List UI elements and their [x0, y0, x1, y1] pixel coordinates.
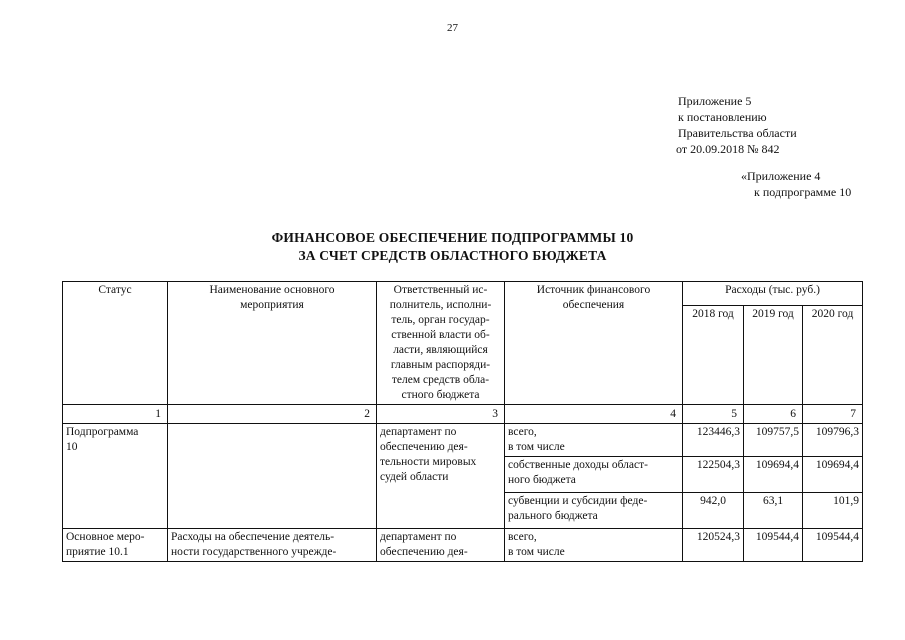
row2-name: Расходы на обеспечение деятель- ности государственного учрежде- — [168, 529, 377, 562]
row1-own-2020: 109694,4 — [803, 457, 863, 493]
header-expenses: Расходы (тыс. руб.) — [683, 282, 863, 306]
header-year-2020: 2020 год — [803, 306, 863, 405]
sub-appendix-line-2: к подпрограмме 10 — [754, 185, 852, 199]
row1-source-own: собственные доходы област- ного бюджета — [505, 457, 683, 493]
sub-appendix-line-1: «Приложение 4 — [741, 169, 821, 183]
document-title-line-1: ФИНАНСОВОЕ ОБЕСПЕЧЕНИЕ ПОДПРОГРАММЫ 10 — [271, 230, 634, 245]
index-cell-1: 1 — [63, 405, 168, 424]
document-title — [0, 229, 905, 265]
appendix-block — [678, 93, 797, 157]
table-header-row — [63, 282, 863, 306]
table-index-row — [63, 405, 863, 424]
row1-own-2019: 109694,4 — [744, 457, 803, 493]
row1-total-2020: 109796,3 — [803, 424, 863, 457]
row1-federal-2020: 101,9 — [803, 493, 863, 529]
appendix-line-2: к постановлению — [678, 110, 767, 124]
table-row — [63, 424, 863, 457]
row1-federal-2018: 942,0 — [683, 493, 744, 529]
index-cell-7: 7 — [803, 405, 863, 424]
row2-executor: департамент по обеспечению дея- — [377, 529, 505, 562]
appendix-line-4: от 20.09.2018 № 842 — [676, 142, 780, 156]
header-year-2018: 2018 год — [683, 306, 744, 405]
header-source: Источник финансового обеспечения — [505, 282, 683, 405]
row1-source-total: всего, в том числе — [505, 424, 683, 457]
row2-total-2020: 109544,4 — [803, 529, 863, 562]
row2-source-total: всего, в том числе — [505, 529, 683, 562]
row1-source-federal: субвенции и субсидии феде- рального бюджета — [505, 493, 683, 529]
header-status: Статус — [63, 282, 168, 405]
row1-status: Подпрограмма 10 — [63, 424, 168, 529]
row1-federal-2019: 63,1 — [744, 493, 803, 529]
row1-total-2019: 109757,5 — [744, 424, 803, 457]
index-cell-4: 4 — [505, 405, 683, 424]
header-executor: Ответственный ис- полнитель, исполни- тель, орган государ- ственной власти об- ласти, являющийся главным распоряди- телем средств обла- стного бюджета — [377, 282, 505, 405]
row2-total-2019: 109544,4 — [744, 529, 803, 562]
appendix-line-1: Приложение 5 — [678, 94, 752, 108]
appendix-line-3: Правительства области — [678, 126, 797, 140]
row1-executor: департамент по обеспечению дея- тельности мировых судей области — [377, 424, 505, 529]
sub-appendix-block — [741, 168, 851, 200]
index-cell-6: 6 — [744, 405, 803, 424]
index-cell-3: 3 — [377, 405, 505, 424]
row1-total-2018: 123446,3 — [683, 424, 744, 457]
row2-status: Основное меро- приятие 10.1 — [63, 529, 168, 562]
header-name: Наименование основного мероприятия — [168, 282, 377, 405]
financing-table — [62, 281, 863, 562]
row1-own-2018: 122504,3 — [683, 457, 744, 493]
index-cell-5: 5 — [683, 405, 744, 424]
row1-name — [168, 424, 377, 529]
row2-total-2018: 120524,3 — [683, 529, 744, 562]
index-cell-2: 2 — [168, 405, 377, 424]
page-number: 27 — [447, 22, 458, 34]
document-title-line-2: ЗА СЧЕТ СРЕДСТВ ОБЛАСТНОГО БЮДЖЕТА — [298, 248, 607, 263]
header-year-2019: 2019 год — [744, 306, 803, 405]
table-row — [63, 529, 863, 562]
